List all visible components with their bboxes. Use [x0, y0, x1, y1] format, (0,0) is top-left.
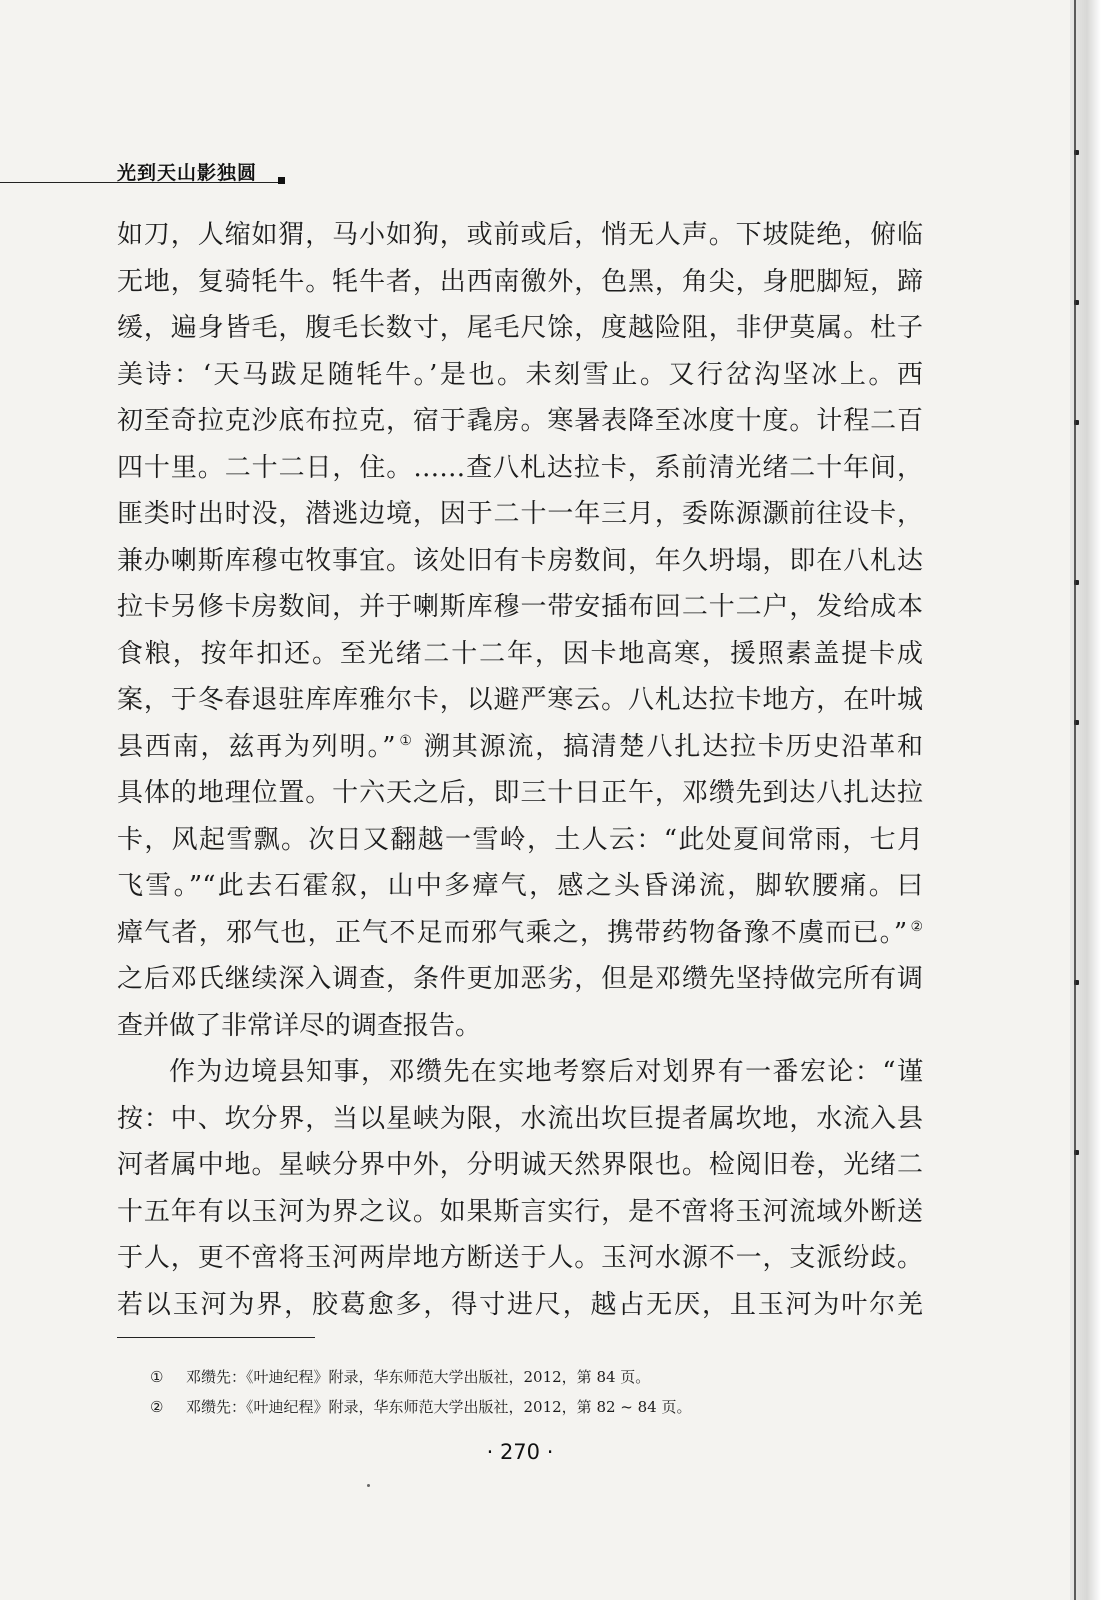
line-text-continued: 溯其源流，搞清楚八扎达拉卡历史沿革和	[413, 731, 924, 762]
footnote-number: ②	[150, 1398, 164, 1416]
text-line	[117, 910, 923, 957]
line-text: 食粮，按年扣还。至光绪二十二年，因卡地高寒，援照素盖提卡成	[117, 638, 923, 669]
line-text: 查并做了非常详尽的调查报告。	[117, 1010, 482, 1041]
text-line	[117, 1049, 923, 1096]
line-text: 拉卡另修卡房数间，并于喇斯库穆一带安插布回二十二户，发给成本	[117, 592, 923, 622]
line-text: 如刀，人缩如猬，马小如狗，或前或后，悄无人声。下坡陡绝，俯临	[117, 220, 923, 250]
text-line	[117, 212, 923, 259]
footnote-reference[interactable]: ②	[909, 918, 923, 935]
running-title: 光到天山影独圆	[117, 162, 258, 184]
text-line	[117, 1189, 923, 1236]
text-line	[117, 1142, 923, 1189]
line-text: 县西南，兹再为列明。”	[117, 731, 396, 762]
scan-edge-line	[1074, 0, 1076, 1600]
text-line	[117, 863, 923, 910]
text-line	[117, 1096, 923, 1143]
text-line	[117, 1235, 923, 1282]
line-text: 按：中、坎分界，当以星峡为限，水流出坎巨提者属坎地，水流入县	[117, 1103, 923, 1134]
footnote-number: ①	[150, 1368, 164, 1386]
line-text: 若以玉河为界，胶葛愈多，得寸进尺，越占无厌，且玉河为叶尔羌	[117, 1289, 923, 1320]
line-text: 于人，更不啻将玉河两岸地方断送于人。玉河水源不一，支派纷歧。	[117, 1243, 923, 1273]
footnote-text: 邓缵先：《叶迪纪程》附录，华东师范大学出版社，2012，第 84 页。	[186, 1368, 651, 1386]
line-text: 无地，复骑牦牛。牦牛者，出西南徼外，色黑，角尖，身肥脚短，蹄	[117, 266, 923, 297]
line-text: 河者属中地。星峡分界中外，分明诚天然界限也。检阅旧卷，光绪二	[117, 1150, 923, 1180]
text-line	[117, 956, 923, 1003]
text-line	[117, 770, 923, 817]
line-text: 卡，风起雪飘。次日又翻越一雪岭，土人云：“此处夏间常雨，七月	[117, 824, 923, 855]
text-line	[117, 305, 923, 352]
footnote-rule	[117, 1337, 315, 1338]
running-header	[0, 158, 300, 186]
body-text	[117, 212, 923, 1328]
line-text: 初至奇拉克沙底布拉克，宿于毳房。寒暑表降至冰度十度。计程二百	[117, 406, 923, 436]
line-text: 美诗：‘天马跋足随牦牛。’是也。未刻雪止。又行岔沟坚冰上。西	[117, 359, 923, 390]
scan-speck	[367, 1484, 370, 1487]
line-text: 具体的地理位置。十六天之后，即三十日正午，邓缵先到达八扎达拉	[117, 778, 923, 808]
text-line	[117, 724, 923, 771]
line-text: 四十里。二十二日，住。……查八札达拉卡，系前清光绪二十年间，	[117, 452, 923, 483]
text-line	[117, 352, 923, 399]
text-line	[117, 1003, 923, 1050]
line-text: 瘴气者，邪气也，正气不足而邪气乘之，携带药物备豫不虞而已。”	[117, 917, 908, 948]
footnote	[150, 1362, 692, 1392]
footnotes	[150, 1362, 692, 1422]
text-line	[117, 584, 923, 631]
footnote	[150, 1392, 692, 1422]
footnote-text: 邓缵先：《叶迪纪程》附录，华东师范大学出版社，2012，第 82 ~ 84 页。	[186, 1398, 692, 1416]
header-rule	[0, 182, 281, 183]
header-square-mark	[278, 177, 285, 184]
text-line	[117, 398, 923, 445]
text-line	[117, 631, 923, 678]
line-text: 作为边境县知事，邓缵先在实地考察后对划界有一番宏论：“谨	[169, 1057, 923, 1087]
text-line	[117, 1282, 923, 1329]
line-text: 之后邓氏继续深入调查，条件更加恶劣，但是邓缵先坚持做完所有调	[117, 964, 923, 994]
footnote-reference[interactable]: ①	[397, 732, 414, 749]
line-text: 十五年有以玉河为界之议。如果斯言实行，是不啻将玉河流域外断送	[117, 1196, 923, 1227]
line-text: 案，于冬春退驻库库雅尔卡，以避严寒云。八札达拉卡地方，在叶城	[117, 685, 923, 715]
line-text: 飞雪。”“此去石霍叙，山中多瘴气，感之头昏涕流，脚软腰痛。曰	[117, 871, 923, 901]
text-line	[117, 817, 923, 864]
line-text: 匪类时出时没，潜逃边境，因于二十一年三月，委陈源灏前往设卡，	[117, 499, 923, 529]
line-text: 兼办喇斯库穆屯牧事宜。该处旧有卡房数间，年久坍塌，即在八札达	[117, 545, 923, 576]
text-line	[117, 259, 923, 306]
text-line	[117, 491, 923, 538]
page-number: · 270 ·	[486, 1440, 554, 1464]
text-line	[117, 677, 923, 724]
text-line	[117, 538, 923, 585]
line-text: 缓，遍身皆毛，腹毛长数寸，尾毛尺馀，度越险阻，非伊莫属。杜子	[117, 313, 923, 343]
text-line	[117, 445, 923, 492]
